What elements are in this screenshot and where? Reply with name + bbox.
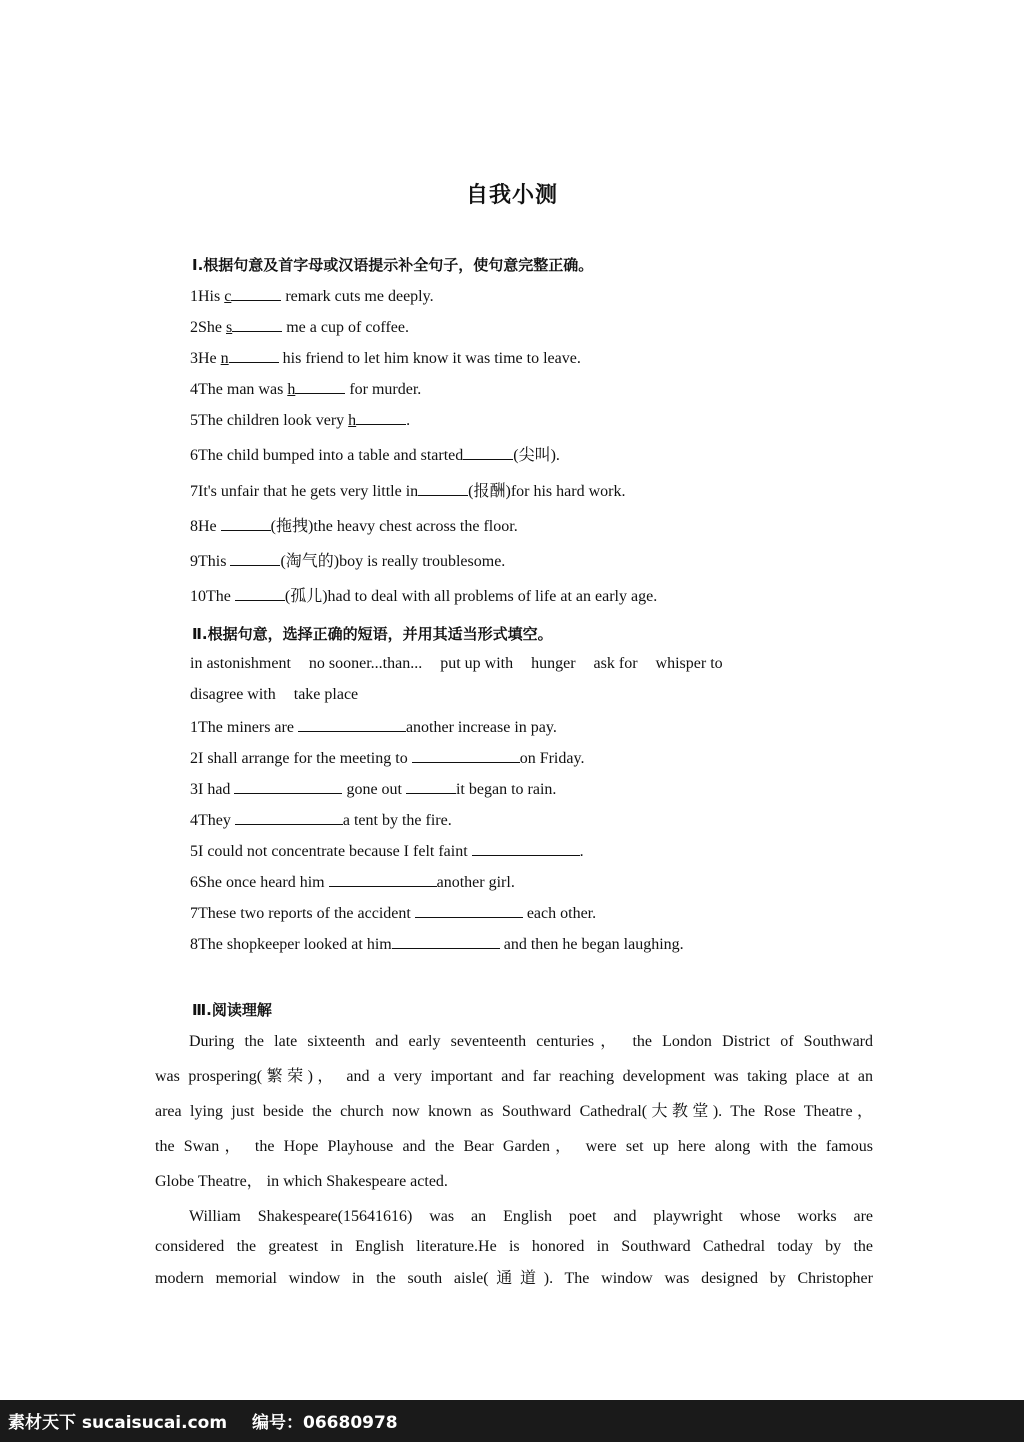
answer-blank xyxy=(463,445,513,460)
answer-blank xyxy=(295,379,345,394)
answer-blank xyxy=(356,410,406,425)
s2-item: 2I shall arrange for the meeting to on Friday. xyxy=(190,750,585,767)
answer-blank xyxy=(232,317,282,332)
paragraph-line: area lying just beside the church now known as Southward Cathedral(大教堂). The Rose Theatre， xyxy=(155,1103,873,1120)
paragraph-line: was prospering(繁荣)， and a very important and far reaching development was taking place at an xyxy=(155,1068,873,1085)
answer-blank xyxy=(298,717,406,732)
phrase-option: take place xyxy=(293,686,359,703)
answer-blank xyxy=(472,841,580,856)
s1-item: 5The children look very h . xyxy=(190,412,411,429)
watermark-id: 编号：06680978 xyxy=(252,1413,398,1433)
s2-item: 5I could not concentrate because I felt faint . xyxy=(190,843,584,860)
s1-item: 4The man was h for murder. xyxy=(190,381,422,398)
s2-item: 3I had gone out it began to rain. xyxy=(190,781,557,798)
paragraph-line: Globe Theatre， in which Shakespeare acted. xyxy=(155,1173,448,1190)
answer-blank xyxy=(235,810,343,825)
phrase-option: put up with xyxy=(440,655,514,672)
answer-blank xyxy=(329,872,437,887)
phrase-options xyxy=(190,686,372,704)
paragraph-line: William Shakespeare(15641616) was an English poet and playwright whose works are xyxy=(189,1208,873,1225)
s1-item: 9This (淘气的)boy is really troublesome. xyxy=(190,553,506,570)
answer-blank xyxy=(230,551,280,566)
answer-blank xyxy=(392,934,500,949)
watermark-site: 素材天下 sucaisucai.com xyxy=(8,1413,228,1433)
paragraph-line: considered the greatest in English literature.He is honored in Southward Cathedral today by the xyxy=(155,1238,873,1255)
phrase-option: no sooner...than... xyxy=(308,655,423,672)
answer-blank xyxy=(221,516,271,531)
answer-blank xyxy=(229,348,279,363)
paragraph-line: the Swan， the Hope Playhouse and the Bear Garden， were set up here along with the famous xyxy=(155,1138,873,1155)
section-1-heading: Ⅰ.根据句意及首字母或汉语提示补全句子，使句意完整正确。 xyxy=(192,256,594,274)
s1-item: 7It's unfair that he gets very little in (报酬)for his hard work. xyxy=(190,483,626,500)
phrase-option: ask for xyxy=(593,655,638,672)
s2-item: 4They a tent by the fire. xyxy=(190,812,452,829)
s2-item: 6She once heard him another girl. xyxy=(190,874,515,891)
section-2-heading: Ⅱ.根据句意，选择正确的短语，并用其适当形式填空。 xyxy=(192,625,553,643)
answer-blank xyxy=(231,286,281,301)
s1-item: 6The child bumped into a table and started (尖叫). xyxy=(190,447,560,464)
phrase-options xyxy=(190,655,737,673)
answer-blank xyxy=(234,779,342,794)
page-title: 自我小测 xyxy=(465,183,558,208)
s2-item: 7These two reports of the accident each other. xyxy=(190,905,597,922)
answer-blank xyxy=(235,586,285,601)
phrase-option: whisper to xyxy=(655,655,723,672)
answer-blank xyxy=(406,779,456,794)
section-3-heading: Ⅲ.阅读理解 xyxy=(192,1001,272,1019)
paragraph-line: During the late sixteenth and early seventeenth centuries， the London District of Southward xyxy=(189,1033,873,1050)
s2-item: 1The miners are another increase in pay. xyxy=(190,719,557,736)
phrase-option: disagree with xyxy=(190,686,276,703)
phrase-option: in astonishment xyxy=(190,655,291,672)
s1-item: 1His c remark cuts me deeply. xyxy=(190,288,434,305)
answer-blank xyxy=(418,481,468,496)
phrase-option: hunger xyxy=(531,655,576,672)
paragraph-line: modern memorial window in the south aisle(通道). The window was designed by Christopher xyxy=(155,1270,873,1287)
s1-item: 10The (孤儿)had to deal with all problems of life at an early age. xyxy=(190,588,658,605)
s2-item: 8The shopkeeper looked at him and then he began laughing. xyxy=(190,936,684,953)
answer-blank xyxy=(415,903,523,918)
answer-blank xyxy=(412,748,520,763)
watermark-bar xyxy=(0,1400,1024,1442)
s1-item: 8He (拖拽)the heavy chest across the floor. xyxy=(190,518,518,535)
s1-item: 3He n his friend to let him know it was time to leave. xyxy=(190,350,581,367)
s1-item: 2She s me a cup of coffee. xyxy=(190,319,409,336)
